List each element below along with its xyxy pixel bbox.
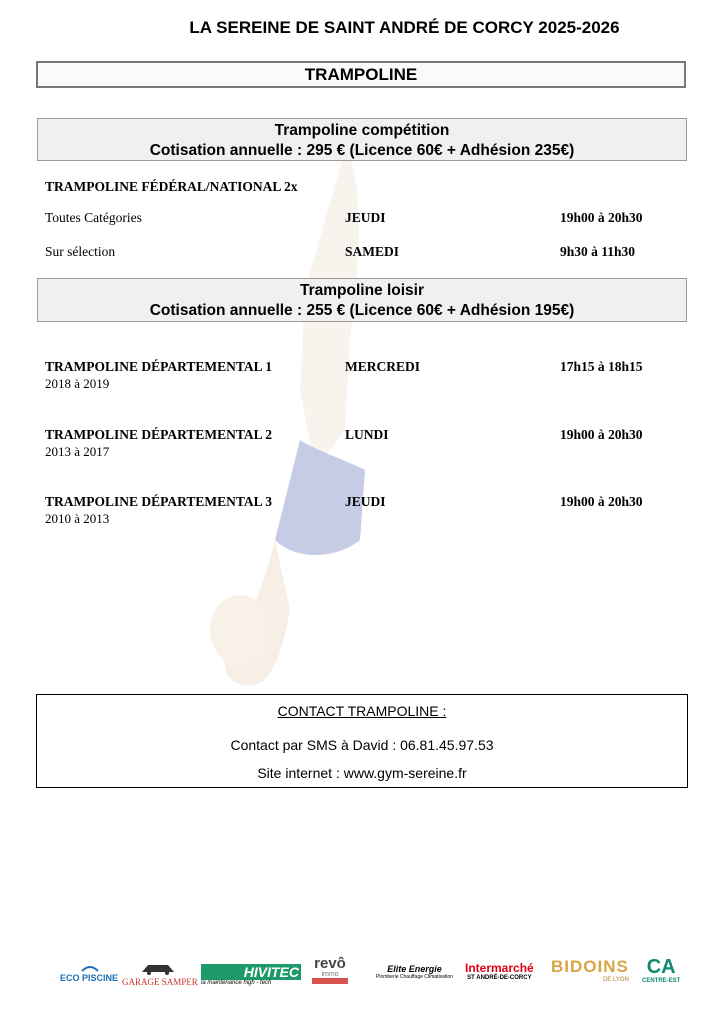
hivitec-text: HIVITEC: [201, 964, 301, 980]
garage-samper-text: GARAGE SAMPER: [122, 977, 198, 987]
leisure-row-name: TRAMPOLINE DÉPARTEMENTAL 3: [45, 494, 273, 509]
credit-agricole-subtext: CENTRE-EST: [642, 978, 681, 984]
car-icon: [122, 961, 192, 975]
leisure-row-time: 17h15 à 18h15: [560, 359, 643, 374]
contact-sms: Contact par SMS à David : 06.81.45.97.53: [230, 737, 494, 753]
hivitec-logo: [201, 964, 301, 986]
competition-fee: Cotisation annuelle : 295 € (Licence 60€ + Adhésion 235€): [149, 142, 575, 159]
leisure-fee-box: [37, 278, 687, 322]
competition-row-day: SAMEDI: [345, 244, 400, 259]
elite-energie-logo: [376, 964, 453, 980]
bidoins-logo: [551, 957, 629, 983]
competition-group-title: TRAMPOLINE FÉDÉRAL/NATIONAL 2x: [45, 179, 298, 194]
leisure-row-day: MERCREDI: [345, 359, 421, 374]
wave-icon: [60, 963, 120, 973]
leisure-row-years: 2013 à 2017: [45, 444, 110, 459]
contact-website-link[interactable]: Site internet : www.gym-sereine.fr: [257, 765, 467, 781]
elite-energie-subtext: Plomberie Chauffage Climatisation: [376, 974, 453, 980]
intermarche-subtext: ST ANDRÉ-DE-CORCY: [467, 975, 532, 981]
leisure-row-name: TRAMPOLINE DÉPARTEMENTAL 2: [45, 427, 273, 442]
leisure-row-day: JEUDI: [345, 494, 386, 509]
competition-fee-box: [37, 118, 687, 161]
section-title: TRAMPOLINE: [36, 61, 686, 88]
competition-row-day: JEUDI: [345, 210, 386, 225]
leisure-row-time: 19h00 à 20h30: [560, 427, 643, 442]
competition-heading: Trampoline compétition: [274, 122, 450, 139]
elite-energie-text: Elite Energie: [387, 964, 442, 974]
bidoins-text: BIDOINS: [551, 957, 629, 976]
revo-subtext: immo: [321, 971, 339, 978]
competition-row-time: 19h00 à 20h30: [560, 210, 643, 225]
credit-agricole-logo: [642, 956, 680, 984]
leisure-heading: Trampoline loisir: [299, 282, 425, 299]
competition-row-label: Toutes Catégories: [45, 210, 142, 225]
leisure-row-years: 2018 à 2019: [45, 376, 110, 391]
intermarche-text: Intermarché: [465, 961, 534, 975]
eco-piscine-text: ECO PISCINE: [60, 973, 119, 983]
revo-logo: [312, 956, 348, 984]
competition-row-time: 9h30 à 11h30: [560, 244, 636, 259]
page-title: LA SEREINE DE SAINT ANDRÉ DE CORCY 2025-2026: [189, 18, 620, 37]
leisure-row-day: LUNDI: [345, 427, 389, 442]
revo-red-band: [312, 978, 348, 984]
credit-agricole-text: CA: [646, 956, 676, 978]
leisure-row-name: TRAMPOLINE DÉPARTEMENTAL 1: [45, 359, 273, 374]
contact-box: [36, 694, 688, 788]
bidoins-subtext: DE LYON: [602, 977, 629, 983]
revo-text: revô: [314, 955, 346, 972]
garage-samper-logo: [122, 961, 198, 987]
leisure-row-time: 19h00 à 20h30: [560, 494, 643, 509]
competition-row-label: Sur sélection: [45, 244, 116, 259]
hivitec-tagline: la maintenance high - tech: [201, 980, 272, 986]
eco-piscine-logo: [60, 963, 120, 983]
leisure-row-years: 2010 à 2013: [45, 511, 110, 526]
intermarche-logo: [465, 961, 534, 981]
leisure-fee: Cotisation annuelle : 255 € (Licence 60€ + Adhésion 195€): [149, 302, 575, 319]
contact-title: CONTACT TRAMPOLINE :: [277, 703, 447, 719]
